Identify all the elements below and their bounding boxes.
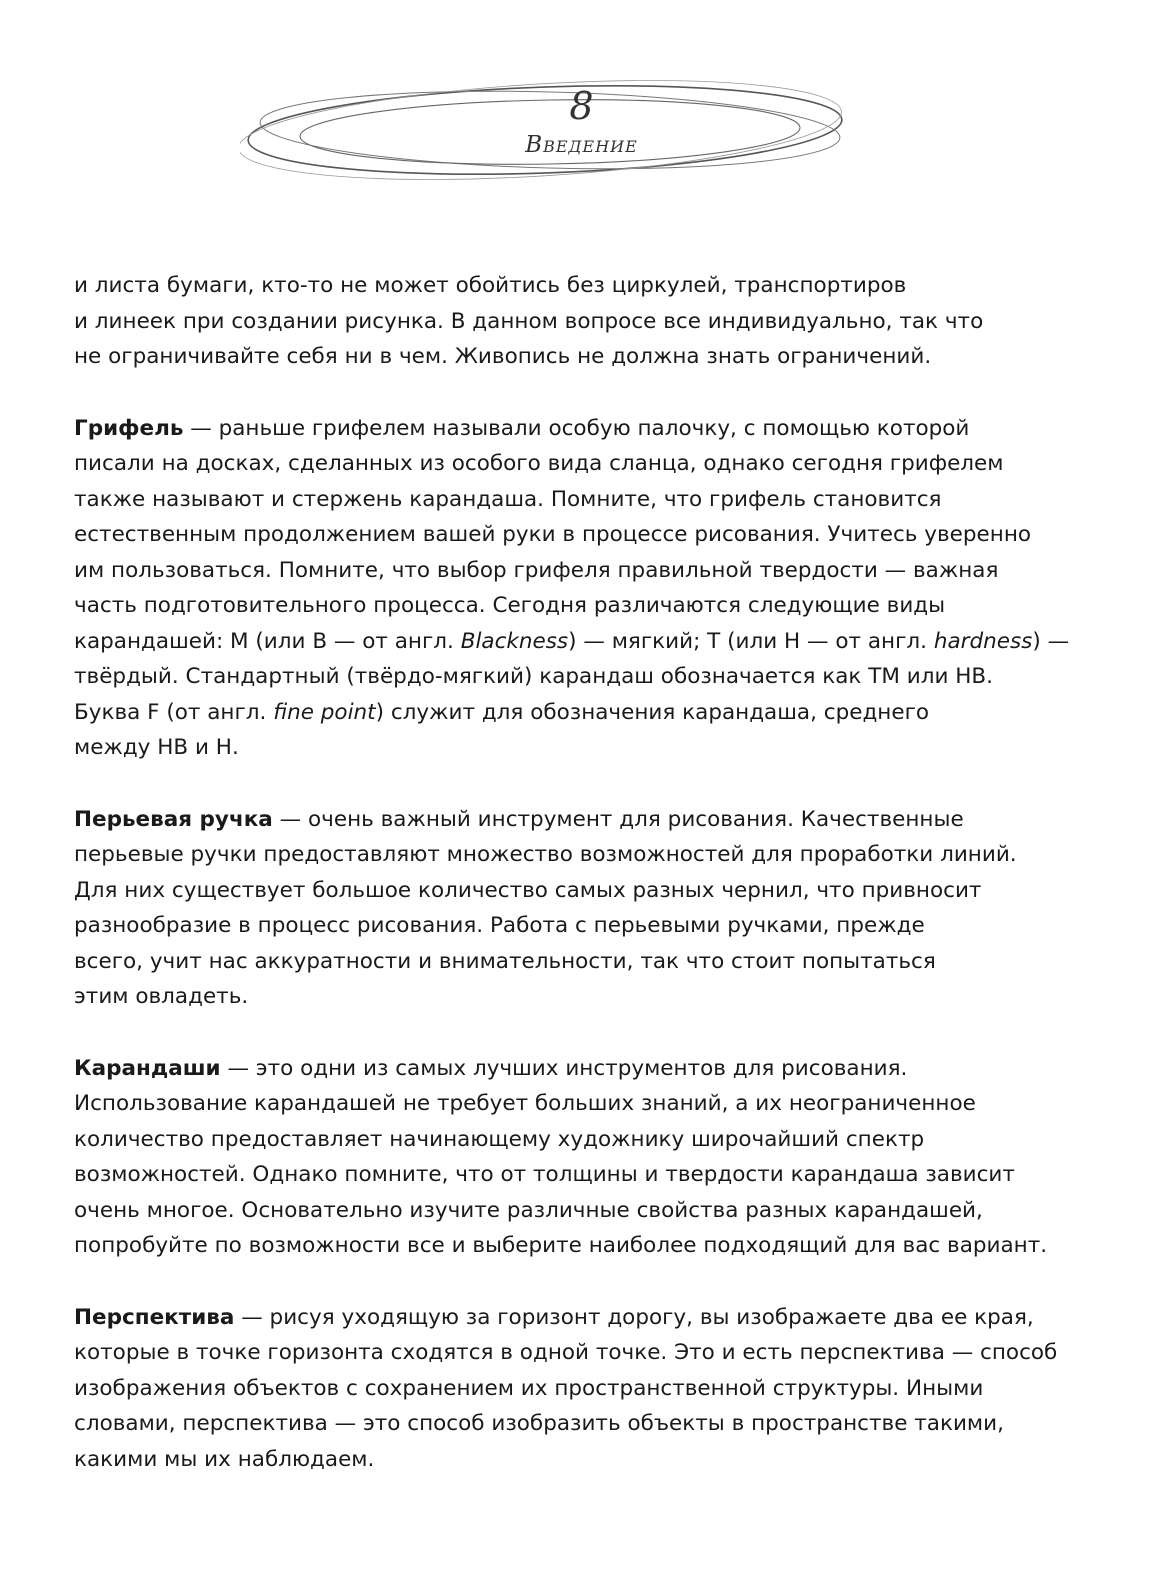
intro-paragraph (74, 268, 1084, 375)
term-fine-point: fine point (273, 699, 376, 725)
text-line: очень многое. Основательно изучите различные свойства разных карандашей, (74, 1197, 983, 1223)
pen-paragraph (74, 802, 1084, 1015)
text-line (74, 802, 1084, 838)
text-line (74, 695, 1084, 731)
text-line (74, 624, 1084, 660)
text-line: перьевые ручки предоставляют множество возможностей для проработки линий. (74, 842, 1017, 867)
text-span: — это одни из самых лучших инструментов для рисования. (220, 1055, 908, 1081)
text-line: между НВ и Н. (74, 735, 239, 760)
ellipse-ornament-icon (240, 60, 860, 200)
text-span: Буква F (от англ. (74, 699, 274, 725)
text-line: Для них существует большое количество самых разных чернил, что привносит (74, 877, 982, 903)
text-line (74, 1300, 1084, 1336)
term-pencils: Карандаши (74, 1055, 221, 1081)
pencils-paragraph (74, 1051, 1084, 1264)
page-body (74, 268, 1084, 1513)
term-pen: Перьевая ручка (74, 806, 273, 832)
term-blackness: Blackness (460, 628, 569, 654)
text-span: ) — (1032, 628, 1070, 654)
text-line: возможностей. Однако помните, что от толщины и твердости карандаша зависит (74, 1162, 1015, 1187)
text-line: и линеек при создании рисунка. В данном вопросе все индивидуально, так что (74, 308, 984, 334)
term-hardness: hardness (933, 628, 1033, 654)
grifel-paragraph (74, 411, 1084, 766)
text-span: — очень важный инструмент для рисования. Качественные (272, 806, 964, 832)
text-span: — раньше грифелем называли особую палочку, с помощью которой (183, 415, 970, 441)
text-line: естественным продолжением вашей руки в процессе рисования. Учитесь уверенно (74, 522, 1032, 547)
text-line: всего, учит нас аккуратности и внимательности, так что стоит попытаться (74, 948, 936, 974)
text-line: разнообразие в процесс рисования. Работа с перьевыми ручками, прежде (74, 913, 925, 938)
text-line: количество предоставляет начинающему художнику широчайший спектр (74, 1126, 925, 1152)
text-line: попробуйте по возможности все и выберите наиболее подходящий для вас вариант. (74, 1233, 1048, 1258)
text-line: изображения объектов с сохранением их пространственной структуры. Иными (74, 1375, 984, 1401)
text-span: ) служит для обозначения карандаша, среднего (375, 699, 930, 725)
text-line: не ограничивайте себя ни в чем. Живопись не должна знать ограничений. (74, 344, 932, 369)
text-line: которые в точке горизонта сходятся в одной точке. Это и есть перспектива — способ (74, 1340, 1058, 1365)
text-line (74, 411, 1084, 447)
text-line (74, 1051, 1084, 1087)
term-grifel: Грифель (74, 415, 184, 441)
text-line: часть подготовительного процесса. Сегодня различаются следующие виды (74, 593, 946, 618)
text-span: — рисуя уходящую за горизонт дорогу, вы изображаете два ее края, (234, 1304, 1034, 1330)
text-line: также называют и стержень карандаша. Помните, что грифель становится (74, 486, 942, 512)
text-line: Использование карандашей не требует больших знаний, а их неограниченное (74, 1091, 976, 1116)
chapter-title: Введение (525, 132, 638, 158)
text-line: и листа бумаги, кто-то не может обойтись без циркулей, транспортиров (74, 273, 907, 298)
page-header (0, 0, 1163, 230)
term-perspective: Перспектива (74, 1304, 235, 1330)
text-line: этим овладеть. (74, 984, 249, 1009)
text-span: карандашей: М (или В — от англ. (74, 628, 461, 654)
text-line: какими мы их наблюдаем. (74, 1446, 375, 1472)
perspective-paragraph (74, 1300, 1084, 1478)
page-number: 8 (569, 84, 594, 128)
text-line: словами, перспектива — это способ изобразить объекты в пространстве такими, (74, 1411, 1004, 1436)
text-span: ) — мягкий; Т (или Н — от англ. (568, 628, 934, 654)
text-line: им пользоваться. Помните, что выбор грифеля правильной твердости — важная (74, 557, 999, 583)
text-line: твёрдый. Стандартный (твёрдо-мягкий) карандаш обозначается как ТМ или НВ. (74, 664, 994, 689)
text-line: писали на досках, сделанных из особого вида сланца, однако сегодня грифелем (74, 451, 1004, 476)
